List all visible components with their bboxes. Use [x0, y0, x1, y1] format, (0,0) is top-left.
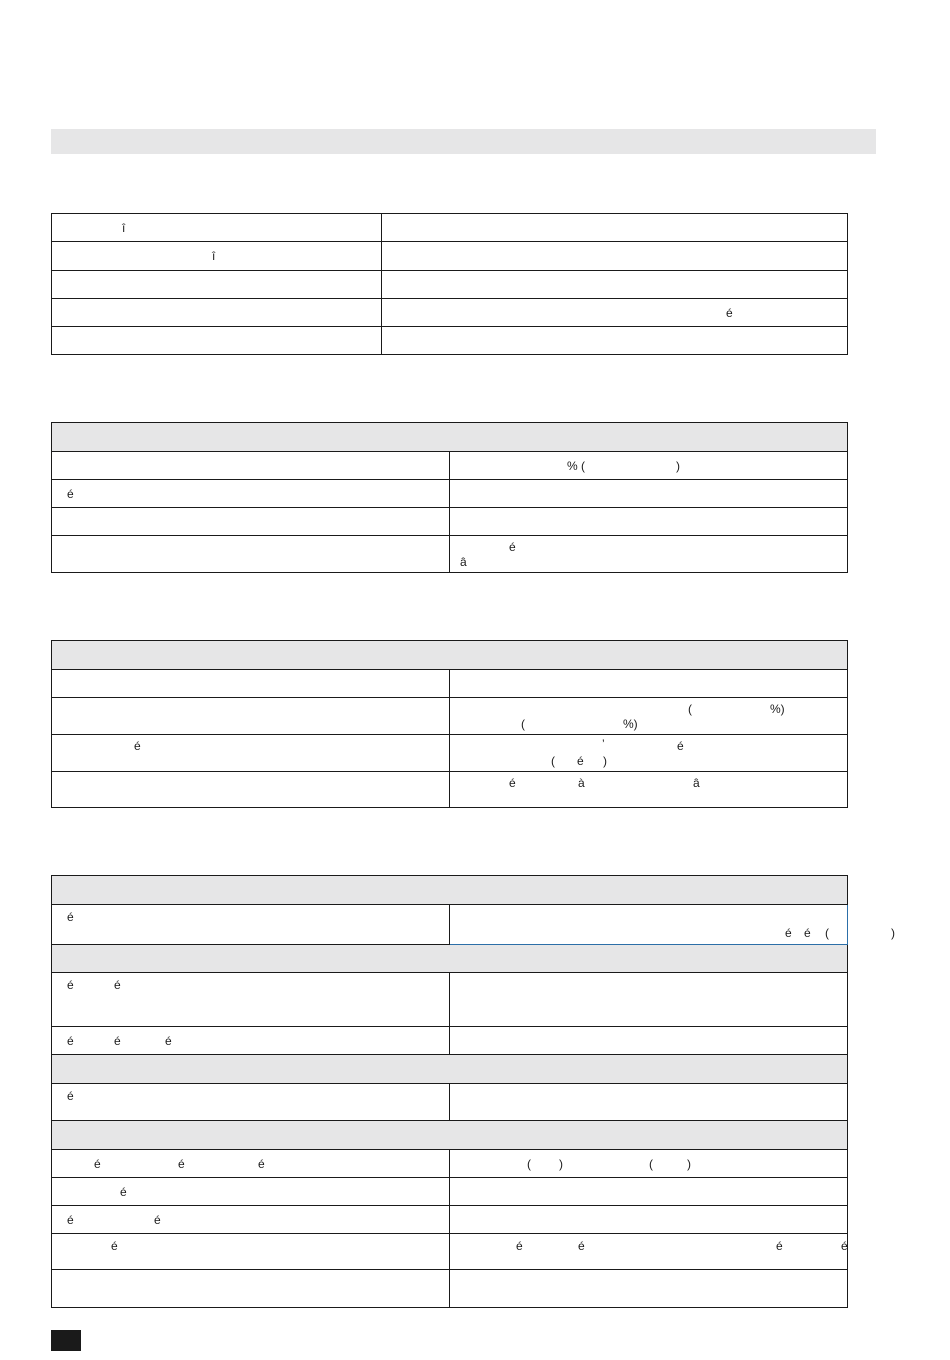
spec-table-1 — [51, 213, 848, 355]
table-cell: ( %) ( %) — [450, 698, 848, 735]
table-cell: é — [52, 1084, 450, 1121]
table-row — [52, 242, 848, 271]
table-cell — [52, 1270, 450, 1308]
table-row — [52, 1027, 848, 1055]
table-row — [52, 1234, 848, 1270]
spec-table-3 — [51, 640, 848, 808]
table-row — [52, 670, 848, 698]
table-header-cell — [52, 876, 848, 905]
table-row — [52, 327, 848, 355]
table-cell: é — [52, 1178, 450, 1206]
table-header-cell — [52, 641, 848, 670]
table-subheader-row — [52, 945, 848, 973]
table-row — [52, 1178, 848, 1206]
table-header-cell — [52, 1055, 848, 1084]
spec-table-4 — [51, 875, 895, 1308]
table-row — [52, 1270, 848, 1308]
table-header-row — [52, 423, 848, 452]
table-cell — [382, 271, 848, 299]
table-cell: é à â — [450, 772, 848, 808]
table-row — [52, 536, 848, 573]
table-cell: é — [52, 735, 450, 772]
table-cell — [450, 1178, 848, 1206]
section-title-bar — [51, 129, 876, 154]
table-row — [52, 452, 848, 480]
table-cell: é é é é — [450, 1234, 848, 1270]
table-header-cell — [52, 945, 848, 973]
table-cell: é é ( ) — [450, 905, 848, 945]
table-row — [52, 973, 848, 1027]
spec-table-2 — [51, 422, 848, 573]
table-cell — [52, 772, 450, 808]
table-cell — [382, 242, 848, 271]
table-cell — [450, 1206, 848, 1234]
table-row — [52, 698, 848, 735]
table-cell: % ( ) — [450, 452, 848, 480]
table-cell: î — [52, 214, 382, 242]
table-row — [52, 1084, 848, 1121]
table-cell — [450, 508, 848, 536]
table-row — [52, 508, 848, 536]
table-cell — [52, 327, 382, 355]
table-cell — [450, 480, 848, 508]
table-row — [52, 735, 848, 772]
table-cell: é é é — [52, 1027, 450, 1055]
table-cell: ( ) ( ) — [450, 1150, 848, 1178]
table-cell: é â — [450, 536, 848, 573]
table-cell — [52, 299, 382, 327]
table-cell — [52, 698, 450, 735]
table-cell: é — [52, 480, 450, 508]
table-row — [52, 480, 848, 508]
table-cell — [382, 327, 848, 355]
table-cell: é — [52, 905, 450, 945]
table-cell: ’ é ( é ) — [450, 735, 848, 772]
table-cell — [450, 1084, 848, 1121]
table-row — [52, 214, 848, 242]
table-cell: é é é — [52, 1150, 450, 1178]
table-row — [52, 299, 848, 327]
table-cell — [450, 1027, 848, 1055]
page-number-box — [51, 1330, 81, 1351]
table-subheader-row — [52, 1121, 848, 1150]
table-row — [52, 772, 848, 808]
table-cell — [382, 214, 848, 242]
table-row — [52, 905, 848, 945]
table-row — [52, 271, 848, 299]
table-cell: î — [52, 242, 382, 271]
table-header-cell — [52, 423, 848, 452]
table-header-row — [52, 876, 848, 905]
table-row — [52, 1150, 848, 1178]
table-cell: é é — [52, 973, 450, 1027]
table-cell — [450, 1270, 848, 1308]
table-cell — [52, 536, 450, 573]
table-header-cell — [52, 1121, 848, 1150]
table-row — [52, 1206, 848, 1234]
table-cell: é é — [52, 1206, 450, 1234]
table-cell — [52, 670, 450, 698]
table-cell — [450, 973, 848, 1027]
table-header-row — [52, 641, 848, 670]
table-cell — [52, 271, 382, 299]
table-cell — [450, 670, 848, 698]
table-cell — [52, 452, 450, 480]
table-subheader-row — [52, 1055, 848, 1084]
table-cell: é — [382, 299, 848, 327]
table-cell — [52, 508, 450, 536]
table-cell: é — [52, 1234, 450, 1270]
